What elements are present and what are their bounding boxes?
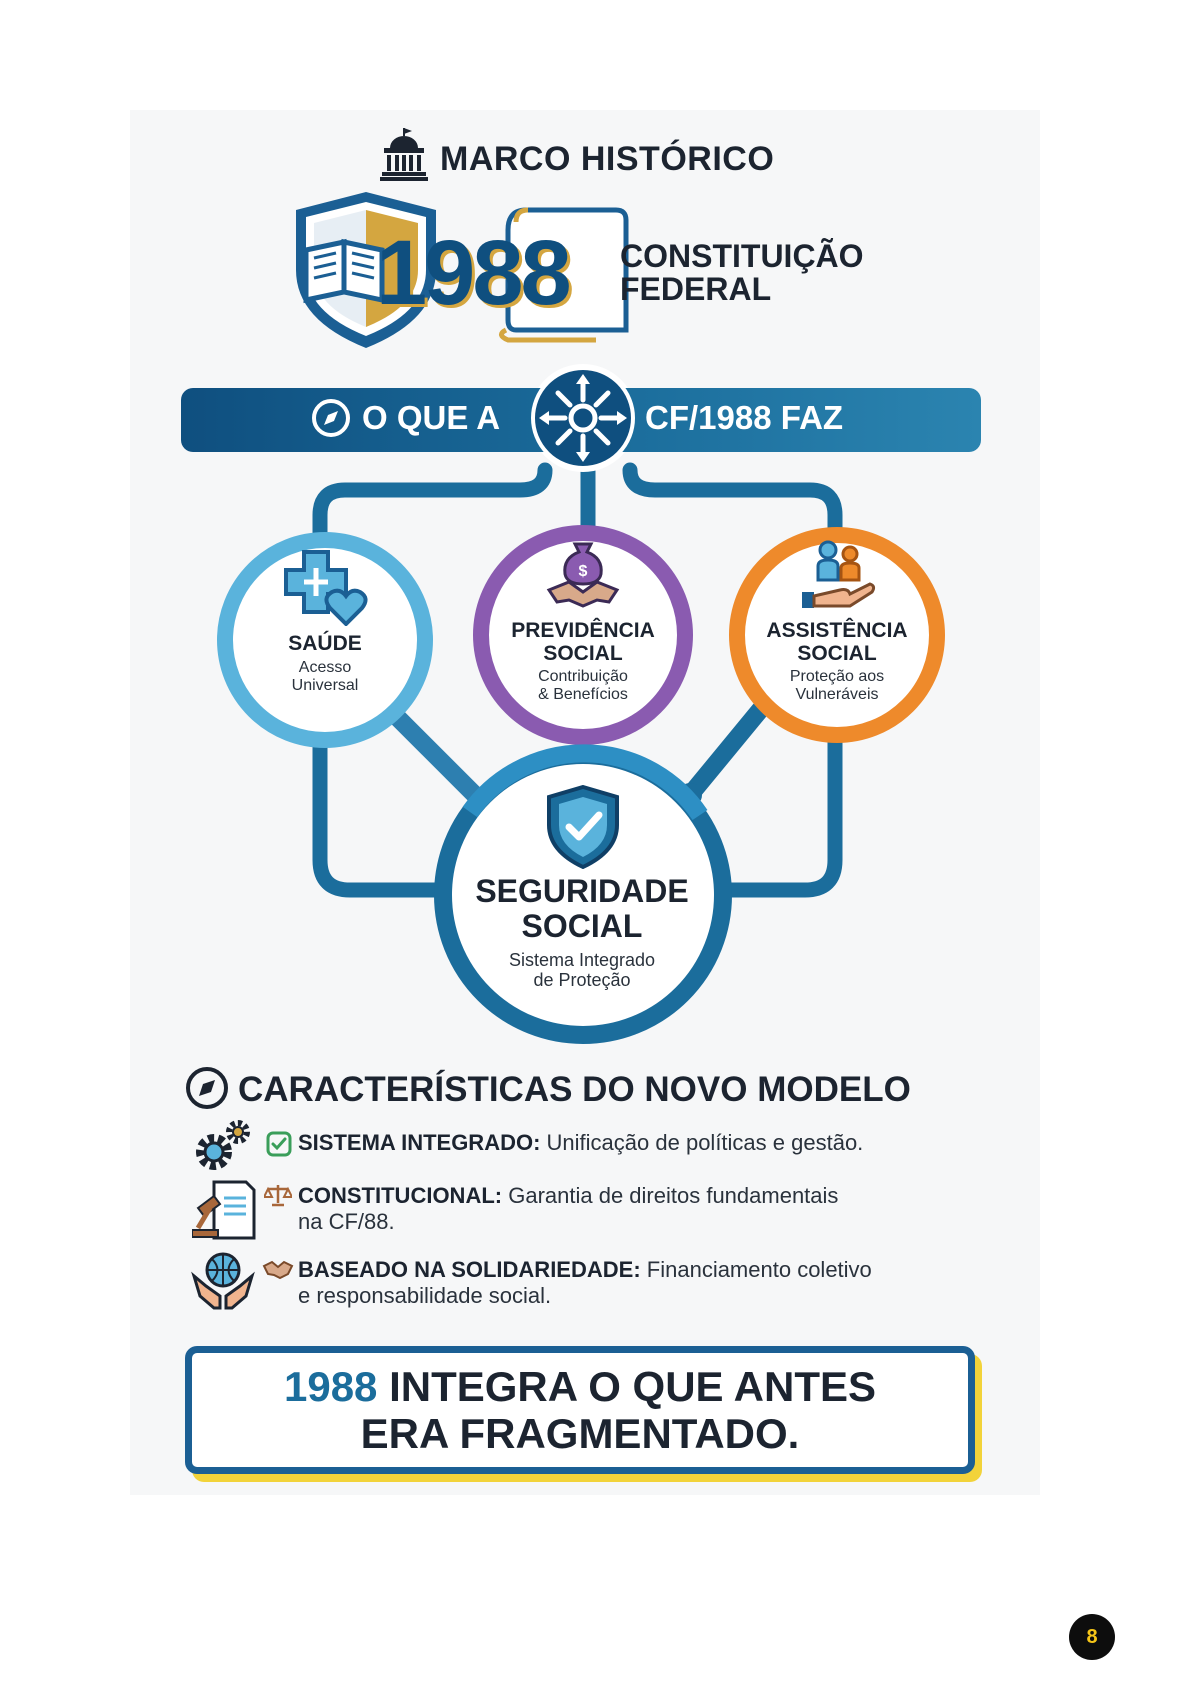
saude-subtitle-1: Acesso bbox=[298, 659, 352, 676]
feature-item-constitucional bbox=[298, 1183, 958, 1235]
scales-icon bbox=[264, 1183, 292, 1207]
seguridade-subtitle-2: de Proteção bbox=[533, 970, 631, 990]
previdencia-subtitle-2: & Benefícios bbox=[538, 686, 628, 703]
feature-text: Financiamento coletivo bbox=[646, 1257, 872, 1282]
assistencia-title-2: SOCIAL bbox=[797, 642, 877, 665]
shield-check-icon bbox=[545, 785, 621, 869]
feature-item-solidariedade bbox=[298, 1257, 958, 1309]
conclusion-year: 1988 bbox=[283, 1363, 378, 1410]
conclusion-line-2: ERA FRAGMENTADO. bbox=[360, 1410, 800, 1457]
check-icon bbox=[266, 1131, 292, 1157]
compass-icon bbox=[184, 1065, 230, 1111]
family-hand-icon bbox=[800, 540, 876, 612]
page-title: MARCO HISTÓRICO bbox=[440, 140, 775, 178]
previdencia-subtitle-1: Contribuição bbox=[538, 668, 628, 685]
saude-title: SAÚDE bbox=[288, 632, 362, 655]
feature-label: SISTEMA INTEGRADO: bbox=[298, 1130, 541, 1155]
government-building-icon bbox=[380, 126, 428, 182]
compass-icon bbox=[310, 397, 352, 439]
saude-subtitle-2: Universal bbox=[291, 677, 359, 694]
band-left-text: O QUE A bbox=[362, 399, 501, 436]
assistencia-title-1: ASSISTÊNCIA bbox=[766, 619, 908, 642]
page-number-badge: 8 bbox=[1069, 1614, 1115, 1660]
constitution-line2: FEDERAL bbox=[620, 271, 772, 307]
money-bag-handshake-icon bbox=[545, 540, 621, 608]
feature-label: BASEADO NA SOLIDARIEDADE: bbox=[298, 1257, 641, 1282]
feature-label: CONSTITUCIONAL: bbox=[298, 1183, 503, 1208]
feature-item-integrado bbox=[298, 1130, 958, 1156]
conclusion-line-1 bbox=[185, 1364, 975, 1410]
svg-text:$: $ bbox=[578, 563, 588, 580]
book-icon bbox=[306, 242, 382, 300]
feature-text: Garantia de direitos fundamentais bbox=[508, 1183, 839, 1208]
feature-text-cont: e responsabilidade social. bbox=[298, 1283, 552, 1308]
constitution-title bbox=[620, 240, 864, 306]
year-emblem: 1988 bbox=[376, 222, 569, 324]
gavel-document-icon bbox=[192, 1178, 256, 1240]
constitution-line1: CONSTITUIÇÃO bbox=[620, 238, 864, 274]
characteristics-title: CARACTERÍSTICAS DO NOVO MODELO bbox=[238, 1070, 911, 1109]
feature-text-cont: na CF/88. bbox=[298, 1209, 395, 1234]
seguridade-subtitle bbox=[462, 950, 702, 990]
seguridade-title bbox=[462, 874, 702, 944]
seguridade-title-1: SEGURIDADE bbox=[475, 873, 689, 909]
previdencia-title-2: SOCIAL bbox=[543, 642, 623, 665]
seguridade-title-2: SOCIAL bbox=[521, 908, 643, 944]
handshake-icon bbox=[262, 1258, 294, 1280]
hub-icon-overlay bbox=[531, 366, 635, 470]
globe-hands-icon bbox=[190, 1250, 256, 1312]
health-cross-heart-icon bbox=[282, 548, 368, 626]
conclusion-line-1-rest: INTEGRA O QUE ANTES bbox=[389, 1363, 877, 1410]
previdencia-title-1: PREVIDÊNCIA bbox=[511, 619, 655, 642]
seguridade-subtitle-1: Sistema Integrado bbox=[508, 950, 656, 970]
gears-icon bbox=[190, 1118, 254, 1174]
band-right-text: CF/1988 FAZ bbox=[645, 399, 844, 436]
feature-text: Unificação de políticas e gestão. bbox=[546, 1130, 864, 1155]
assistencia-subtitle-2: Vulneráveis bbox=[795, 686, 879, 703]
assistencia-subtitle-1: Proteção aos bbox=[789, 668, 885, 685]
